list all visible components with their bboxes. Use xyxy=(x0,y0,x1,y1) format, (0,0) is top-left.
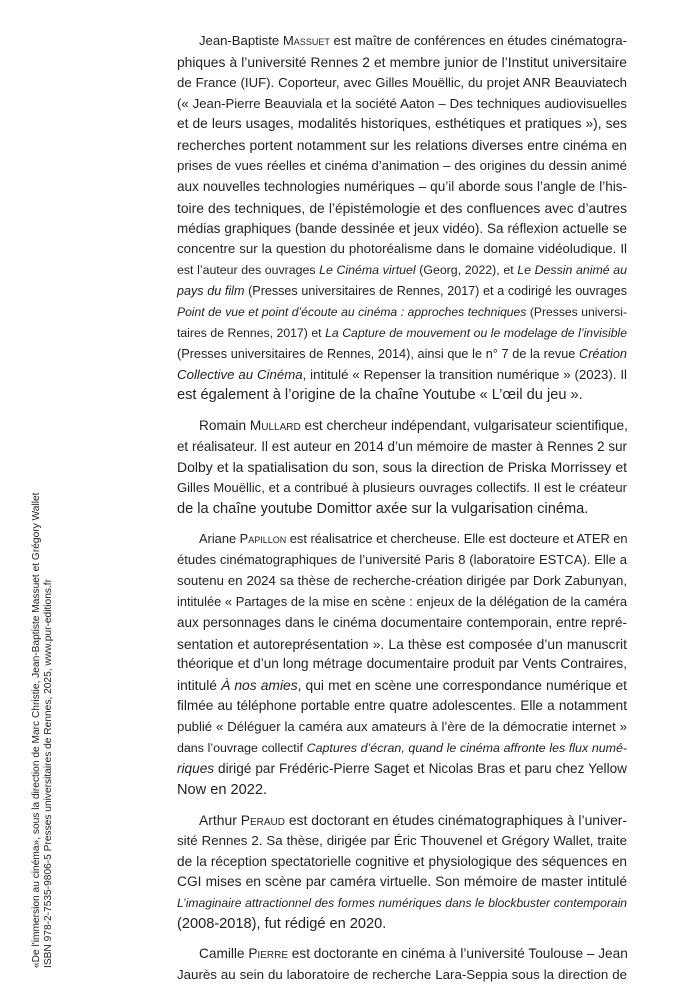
work-title: Captures d’écran, quand le cinéma affronte les flux numé- xyxy=(306,740,627,755)
text-segment: dirigé par Frédéric-Pierre Saget et Nicolas Bras et paru chez Yellow xyxy=(214,760,627,776)
work-title: Le Dessin animé au xyxy=(517,263,627,278)
text-segment: sentation et autoreprésentation ». La thèse est composée d’un manuscrit xyxy=(177,635,627,652)
text-segment: Dolby et la spatialisation du son, sous la direction de Priska Morrissey et xyxy=(177,459,627,476)
text-segment: dans l’ouvrage collectif xyxy=(177,740,307,755)
text-segment: Jaurès au sein du laboratoire de recherche Lara-Seppia sous la direction de xyxy=(177,967,627,983)
text-line xyxy=(177,571,627,592)
text-segment: théorique et d’un long métrage documentaire produit par Vents Contraires, xyxy=(177,656,627,672)
text-line xyxy=(177,550,627,571)
text-segment: Camille xyxy=(199,946,249,962)
text-segment: , qui met en scène une correspondance numérique et xyxy=(297,677,627,694)
text-segment: taires de Rennes, 2017) et xyxy=(177,325,326,340)
text-line xyxy=(177,31,627,52)
text-segment: est doctorant en études cinématographiques à l’univer- xyxy=(284,811,628,828)
work-title: L’imaginaire attractionnel des formes numériques dans le blockbuster contemporain xyxy=(177,896,627,911)
text-segment: médias graphiques (bande dessinée et jeux vidéo). Sa réflexion actuelle se xyxy=(177,220,627,236)
text-segment: aux nouvelles technologies numériques – qu’il aborde sous l’angle de l’his- xyxy=(177,178,627,194)
text-line xyxy=(177,156,627,177)
text-segment: est chercheur indépendant, vulgarisateur scientifique, xyxy=(300,417,628,433)
book-citation: «De l'immersion au cinéma», sous la direction de Marc Christie, Jean-Baptiste Massuet et Grégory Wallet xyxy=(31,492,42,968)
text-segment: est maître de conférences en études cinématogra- xyxy=(329,33,627,48)
text-line xyxy=(177,198,627,219)
text-line xyxy=(177,73,627,94)
text-line xyxy=(177,717,627,738)
text-line xyxy=(177,478,627,499)
bio-paragraph xyxy=(177,529,627,800)
text-line xyxy=(177,94,627,115)
text-segment: est doctorante en cinéma à l’université Toulouse – Jean xyxy=(288,946,628,962)
text-segment: prises de vues réelles et cinéma d’animation – des origines du dessin animé xyxy=(177,158,627,174)
text-segment: Romain xyxy=(199,417,250,433)
contributors-bios xyxy=(177,31,627,996)
text-segment: soutenu en 2024 sa thèse de recherche-création dirigée par Dork Zabunyan, xyxy=(177,573,627,589)
work-title: La Capture de mouvement ou le modelage de l’invisible xyxy=(325,325,627,340)
text-line xyxy=(177,872,627,893)
text-line xyxy=(177,759,627,780)
text-segment: , intitulé « Repenser la transition numérique » (2023). Il xyxy=(302,366,628,382)
text-line xyxy=(177,944,627,965)
text-segment: toire des techniques, de l’épistémologie et des confluences avec d’autres xyxy=(177,199,627,216)
author-surname: Massuet xyxy=(282,33,330,48)
text-segment: Ariane xyxy=(199,531,240,547)
text-segment: CGI mises en scène par caméra virtuelle. Son mémoire de master intitulé xyxy=(177,874,627,890)
text-segment: publié « Déléguer la caméra aux amateurs à l’ère de la démocratie internet » xyxy=(177,719,627,734)
copyright-sidebar xyxy=(31,493,55,968)
text-line xyxy=(177,114,627,135)
text-segment: (Presses universitaires de Rennes, 2014), ainsi que le n° 7 de la revue xyxy=(177,346,580,361)
text-segment: (Georg, 2022), et xyxy=(415,263,518,278)
text-line xyxy=(177,893,627,914)
text-line xyxy=(177,529,627,550)
text-segment: intitulée « Partages de la mise en scène : enjeux de la délégation de la caméra xyxy=(177,593,627,609)
text-segment: (Presses universitaires de Rennes, 2017) et a codirigé les ouvrages xyxy=(244,284,628,299)
text-segment: (« Jean-Pierre Beauviala et la société Aaton – Des techniques audiovisuelles xyxy=(177,95,627,111)
work-title: Le Cinéma virtuel xyxy=(319,263,416,278)
text-line xyxy=(177,219,627,240)
text-line xyxy=(177,780,627,801)
isbn-publisher: ISBN 978-2-7535-9806-5 Presses universitaires de Rennes, 2025, www.pur-editions.fr xyxy=(43,578,54,968)
text-line xyxy=(177,965,627,986)
work-title: Création xyxy=(579,346,627,361)
text-line xyxy=(177,675,627,696)
text-line xyxy=(177,385,627,406)
work-title: Point de vue et point d’écoute au cinéma : approches techniques xyxy=(177,304,527,319)
text-segment: est réalisatrice et chercheuse. Elle est docteure et ATER en xyxy=(286,531,628,547)
text-segment: Gilles Mouëllic, et a contribué à plusieurs ouvrages collectifs. Il est le créateur xyxy=(177,480,627,496)
text-line xyxy=(177,613,627,634)
text-segment: filmée au téléphone portable entre quatre adolescentes. Elle a notamment xyxy=(177,698,627,714)
text-line xyxy=(177,852,627,873)
bio-paragraph xyxy=(177,416,627,520)
bio-paragraph xyxy=(177,810,627,935)
text-segment: concentre sur la question du photoréalisme dans le domaine vidéoludique. Il xyxy=(177,241,627,257)
author-surname: Mullard xyxy=(249,417,301,433)
author-surname: Papillon xyxy=(239,531,287,547)
text-segment: (2008-2018), fut rédigé en 2020. xyxy=(177,916,387,933)
text-line xyxy=(177,738,627,759)
text-line xyxy=(177,654,627,675)
text-segment: sité Rennes 2. Sa thèse, dirigée par Éric Thouvenel et Grégory Wallet, traite xyxy=(177,832,627,848)
work-title: riques xyxy=(177,760,215,776)
text-line xyxy=(177,416,627,437)
text-line xyxy=(177,302,627,323)
text-line xyxy=(177,281,627,302)
text-line xyxy=(177,914,627,935)
text-line xyxy=(177,499,627,520)
work-title: À nos amies xyxy=(221,677,298,694)
text-line xyxy=(177,344,627,365)
text-segment: et de leurs usages, modalités historiques, esthétiques et pratiques »), ses xyxy=(177,116,627,132)
work-title: pays du film xyxy=(177,284,245,299)
text-segment: est également à l’origine de la chaîne Youtube « L’œil du jeu ». xyxy=(177,387,583,404)
text-segment: intitulé xyxy=(177,677,222,694)
text-line xyxy=(177,260,627,281)
text-segment: de France (IUF). Coporteur, avec Gilles Mouëllic, du projet ANR Beauviatech xyxy=(177,74,627,90)
text-line xyxy=(177,135,627,156)
text-line xyxy=(177,239,627,260)
text-segment: est l’auteur des ouvrages xyxy=(177,263,320,278)
text-segment: aux personnages dans le cinéma documentaire contemporain, entre repré- xyxy=(177,614,627,630)
bio-paragraph xyxy=(177,31,627,406)
text-line xyxy=(177,52,627,73)
text-segment: de la réception spectatorielle cognitive et physiologique des séquences en xyxy=(177,853,627,869)
author-surname: Peraud xyxy=(240,811,285,828)
text-line xyxy=(177,634,627,655)
text-line xyxy=(177,831,627,852)
text-line xyxy=(177,457,627,478)
text-line xyxy=(177,323,627,344)
text-line xyxy=(177,696,627,717)
text-segment: Arthur xyxy=(199,811,241,828)
text-line xyxy=(177,177,627,198)
bio-paragraph xyxy=(177,944,627,986)
text-segment: Jean-Baptiste xyxy=(199,33,283,48)
text-segment: recherches portent notamment sur les relations diverses entre cinéma en xyxy=(177,137,627,154)
text-segment: de la chaîne youtube Domittor axée sur la vulgarisation cinéma. xyxy=(177,501,589,518)
text-segment: (Presses universi- xyxy=(526,304,628,319)
text-line xyxy=(177,592,627,613)
text-segment: études cinématographiques de l’université Paris 8 (laboratoire ESTCA). Elle a xyxy=(177,552,627,568)
author-surname: Pierre xyxy=(248,946,288,962)
text-line xyxy=(177,437,627,458)
text-line xyxy=(177,810,627,831)
text-segment: et réalisateur. Il est auteur en 2014 d’un mémoire de master à Rennes 2 sur xyxy=(177,438,627,454)
text-segment: Now en 2022. xyxy=(177,781,268,798)
text-line xyxy=(177,365,627,386)
work-title: Collective au Cinéma xyxy=(177,366,303,382)
text-segment: phiques à l’université Rennes 2 et membre junior de l’Institut universitaire xyxy=(177,53,627,70)
